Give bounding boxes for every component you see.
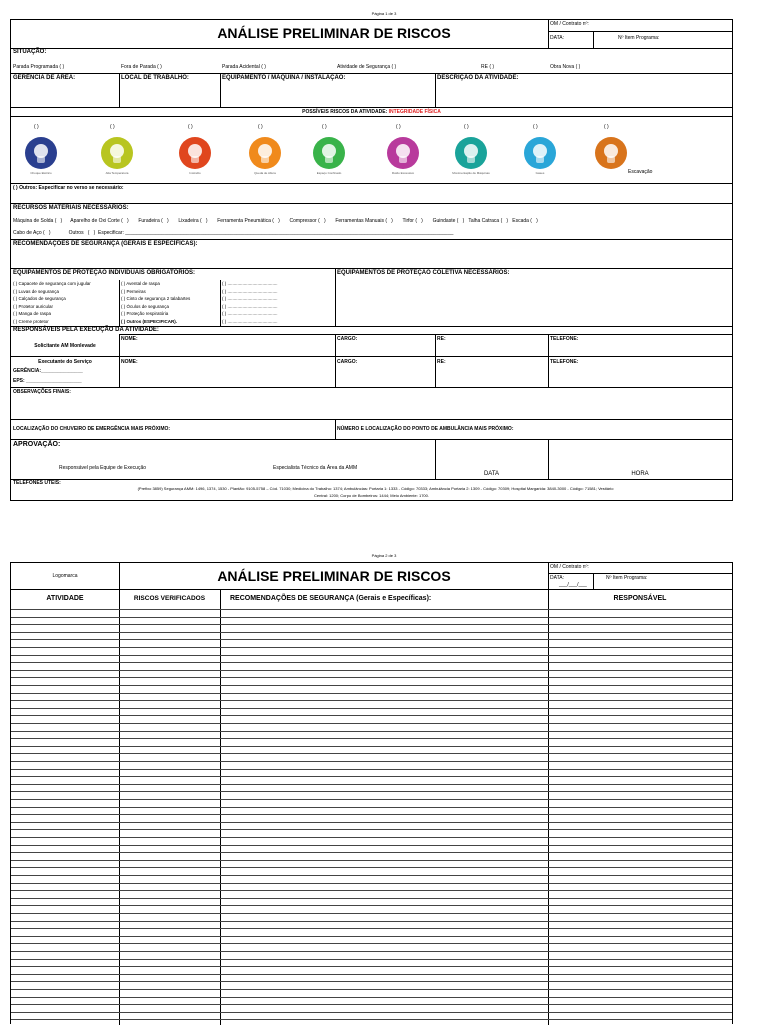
om-contrato-label: OM / Contrato nº: — [550, 21, 589, 27]
table-row[interactable] — [11, 845, 732, 846]
table-row[interactable] — [11, 799, 732, 800]
chuveiro-label: LOCALIZAÇÃO DO CHUVEIRO DE EMERGÊNCIA MAIS PRÓXIMO: — [13, 426, 171, 432]
situacao-option-1[interactable]: Parada Programada ( ) — [13, 64, 65, 70]
risk-checkbox[interactable]: ( ) — [322, 124, 327, 130]
table-row[interactable] — [11, 693, 732, 694]
hazard-icon-6 — [386, 136, 420, 170]
form-page-2 — [10, 562, 733, 1024]
situacao-option-3[interactable]: Parada Acidental ( ) — [222, 64, 266, 70]
observacoes-label: OBSERVAÇÕES FINAIS: — [13, 389, 71, 395]
table-row[interactable] — [11, 898, 732, 899]
table-row[interactable] — [11, 875, 732, 876]
data-label: DATA: — [550, 35, 564, 41]
hazard-icon-3 — [178, 136, 212, 170]
table-row[interactable] — [11, 731, 732, 732]
logomarca-placeholder: Logomarca — [52, 573, 78, 579]
table-row[interactable] — [11, 928, 732, 929]
hazard-icon-label: Ruído Excessivo — [391, 171, 415, 175]
recursos-line-2[interactable]: Cabo de Aço ( ) Outros ( ) Especificar: ______________________________________________________________________________________________________________________ — [13, 230, 454, 236]
hazard-icon-1 — [24, 136, 58, 170]
risk-checkbox[interactable]: ( ) — [604, 124, 609, 130]
recursos-line-1[interactable]: Máquina de Solda ( ) Aparelho de Oxi Corte ( ) Furadeira ( ) Lixadeira ( ) Ferramenta Pneumática ( ) Compressor ( ) Ferramentas Manuais ( ) Tirfor ( ) Guindaste ( ) Talha Catraca ( ) Escada ( ) — [13, 218, 538, 224]
executante-nome[interactable]: NOME: — [121, 359, 138, 365]
table-row[interactable] — [11, 913, 732, 914]
gerencia-field[interactable]: GERÊNCIA:_______________ — [13, 368, 83, 374]
situacao-option-5[interactable]: RE ( ) — [481, 64, 495, 70]
table-row[interactable] — [11, 700, 732, 701]
situacao-option-4[interactable]: Atividade de Segurança ( ) — [337, 64, 397, 70]
recursos-label: RECURSOS MATERIAIS NECESSÁRIOS: — [13, 205, 129, 211]
data-value-2[interactable]: ___/___/___ — [559, 582, 587, 588]
table-row[interactable] — [11, 632, 732, 633]
executante-telefone[interactable]: TELEFONE: — [550, 359, 579, 365]
table-row[interactable] — [11, 852, 732, 853]
col-riscos: RISCOS VERIFICADOS — [133, 595, 206, 602]
hazard-icon-label: Choque Elétrico — [30, 171, 52, 175]
recomendacoes-label: RECOMENDAÇÕES DE SEGURANÇA (GERAIS E ESPECÍFICAS): — [13, 241, 198, 247]
especialista-label: Especialista Técnico da Área da AMM — [273, 465, 358, 471]
risk-checkbox[interactable]: ( ) — [396, 124, 401, 130]
table-row[interactable] — [11, 837, 732, 838]
epi-option[interactable]: ( ) ........................................ — [222, 318, 278, 324]
situacao-option-2[interactable]: Fora de Parada ( ) — [121, 64, 162, 70]
table-row[interactable] — [11, 662, 732, 663]
table-row[interactable] — [11, 829, 732, 830]
table-row[interactable] — [11, 974, 732, 975]
table-row[interactable] — [11, 814, 732, 815]
epi-option[interactable]: ( ) Manga de raspa — [13, 311, 52, 316]
epi-option[interactable]: ( ) Perneiras — [121, 288, 146, 294]
col-responsavel: RESPONSÁVEL — [613, 595, 667, 602]
table-row[interactable] — [11, 966, 732, 967]
epi-option[interactable]: ( ) Calçados de segurança — [13, 296, 66, 301]
table-row[interactable] — [11, 715, 732, 716]
table-row[interactable] — [11, 753, 732, 754]
risk-checkbox[interactable]: ( ) — [533, 124, 538, 130]
table-row[interactable] — [11, 867, 732, 868]
telefones-line-1: (Prefixo 3859) Segurança AMM: 1496, 1374, 1530 - Plantão: 9105-5758 – Cód. 71030; Medicina do Trabalho: 1374; Ambulâncias: Portaria 1: 1333 - Código: 70333; Ambulância Portaria 2: 1309 - Código: 70309; Hospital Margarida: 3840-3000 - Código: 71581; Vestiário — [137, 486, 614, 491]
table-row[interactable] — [11, 883, 732, 884]
hazard-icon-label: Queda de Altura — [254, 171, 276, 175]
table-row[interactable] — [11, 677, 732, 678]
table-row[interactable] — [11, 951, 732, 952]
table-row[interactable] — [11, 784, 732, 785]
page-title-2: ANÁLISE PRELIMINAR DE RISCOS — [217, 568, 451, 584]
risk-checkbox[interactable]: ( ) — [258, 124, 263, 130]
responsaveis-label: RESPONSÁVEIS PELA EXECUÇÃO DA ATIVIDADE: — [13, 327, 159, 333]
table-row[interactable] — [11, 921, 732, 922]
table-row[interactable] — [11, 609, 732, 610]
table-row[interactable] — [11, 655, 732, 656]
table-row[interactable] — [11, 905, 732, 906]
eps-field[interactable]: EPS: ____________________ — [13, 378, 82, 384]
hazard-icon-2 — [100, 136, 134, 170]
table-row[interactable] — [11, 860, 732, 861]
data-column-label: DATA — [483, 471, 500, 477]
form-page-1 — [10, 19, 733, 501]
data-label-2: DATA: — [550, 575, 564, 581]
riscos-heading: POSSÍVEIS RISCOS DA ATIVIDADE: INTEGRIDADE FÍSICA — [302, 109, 441, 115]
solicitante-telefone[interactable]: TELEFONE: — [550, 336, 579, 342]
situacao-option-6[interactable]: Obra Nova ( ) — [550, 64, 581, 70]
telefones-line-2: Central: 1200; Corpo de Bombeiros: 1444; Meio Ambiente: 1700. — [314, 493, 429, 498]
local-trabalho-label: LOCAL DE TRABALHO: — [121, 75, 189, 81]
excavacao-label: Escavação — [628, 169, 653, 175]
table-row[interactable] — [11, 708, 732, 709]
page-number-2: Página 2 de 3 — [371, 553, 397, 558]
responsavel-execucao-label: Responsável pela Equipe de Execução — [59, 465, 147, 471]
epi-option[interactable]: ( ) ........................................ — [222, 303, 278, 309]
table-row[interactable] — [11, 822, 732, 823]
risk-checkbox[interactable]: ( ) — [110, 124, 115, 130]
equipamento-label: EQUIPAMENTO / MÁQUINA / INSTALAÇÃO: — [222, 75, 346, 81]
hazard-icon-4 — [248, 136, 282, 170]
col-atividade: ATIVIDADE — [46, 595, 84, 602]
outros-riscos[interactable]: ( ) Outros: Especificar no verso se necessário: — [13, 185, 124, 191]
executante-re[interactable]: RE: — [437, 359, 446, 365]
table-row[interactable] — [11, 624, 732, 625]
epi-option[interactable]: ( ) Creme protetor — [13, 318, 49, 324]
hazard-icon-8 — [523, 136, 557, 170]
risk-checkbox[interactable]: ( ) — [34, 124, 39, 130]
table-row[interactable] — [11, 685, 732, 686]
telefones-label: TELEFONES ÚTEIS: — [13, 480, 61, 486]
table-row[interactable] — [11, 807, 732, 808]
table-row[interactable] — [11, 959, 732, 960]
table-row[interactable] — [11, 670, 732, 671]
om-contrato-label-2: OM / Contrato nº: — [550, 564, 589, 570]
epi-option[interactable]: ( ) ........................................ — [222, 281, 278, 286]
table-row[interactable] — [11, 1019, 732, 1020]
page-number: Página 1 de 3 — [371, 11, 397, 16]
hazard-icon-label: Alta Temperatura — [105, 171, 129, 175]
hazard-icon-5 — [312, 136, 346, 170]
hazard-icon-label: Espaço Confinado — [316, 171, 342, 175]
table-row[interactable] — [11, 746, 732, 747]
epi-option[interactable]: ( ) ........................................ — [222, 288, 278, 294]
hazard-icon-label: Gases — [535, 171, 545, 175]
table-row[interactable] — [11, 639, 732, 640]
table-row[interactable] — [11, 776, 732, 777]
hora-column-label: HORA — [631, 471, 649, 477]
epc-label: EQUIPAMENTOS DE PROTEÇÃO COLETIVA NECESSÁRIOS: — [337, 270, 510, 276]
table-row[interactable] — [11, 981, 732, 982]
epi-option[interactable]: ( ) Protetor auricular — [13, 303, 54, 309]
item-programa-label: Nº Item Programa: — [618, 35, 660, 41]
epi-option[interactable]: ( ) Proteção respiratória — [121, 311, 169, 316]
table-row[interactable] — [11, 769, 732, 770]
table-row[interactable] — [11, 997, 732, 998]
item-programa-label-2: Nº Item Programa: — [606, 575, 648, 581]
table-row[interactable] — [11, 761, 732, 762]
hazard-icon-7 — [454, 136, 488, 170]
table-row[interactable] — [11, 723, 732, 724]
epi-label: EQUIPAMENTOS DE PROTEÇÃO INDIVIDUAIS OBRIGATÓRIOS: — [13, 270, 196, 276]
epi-option[interactable]: ( ) ........................................ — [222, 296, 278, 301]
solicitante-cargo[interactable]: CARGO: — [337, 336, 358, 342]
solicitante-label: Solicitante AM Monlevade — [34, 343, 96, 349]
epi-option[interactable]: ( ) Capacete de segurança com jugular — [13, 281, 91, 286]
hazard-icon-label: Movimentação de Máquinas — [452, 171, 490, 175]
executante-label: Executante do Serviço — [38, 359, 92, 365]
table-row[interactable] — [11, 943, 732, 944]
executante-cargo[interactable]: CARGO: — [337, 359, 358, 365]
epi-option[interactable]: ( ) Avental de raspa — [121, 281, 160, 286]
hazard-icon-label: Incêndio — [189, 171, 201, 175]
epi-option[interactable]: ( ) Luvas de segurança — [13, 288, 60, 294]
table-row[interactable] — [11, 647, 732, 648]
ambulancia-label: NÚMERO E LOCALIZAÇÃO DO PONTO DE AMBULÂNCIA MAIS PRÓXIMO: — [337, 426, 514, 432]
risk-checkbox[interactable]: ( ) — [464, 124, 469, 130]
aprovacao-label: APROVAÇÃO: — [13, 441, 61, 448]
descricao-atividade-label: DESCRIÇÃO DA ATIVIDADE: — [437, 75, 519, 81]
solicitante-nome[interactable]: NOME: — [121, 336, 138, 342]
gerencia-area-label: GERÊNCIA DE ÁREA: — [13, 75, 76, 81]
page-title: ANÁLISE PRELIMINAR DE RISCOS — [217, 25, 451, 41]
hazard-icon-9 — [594, 136, 628, 170]
table-row[interactable] — [11, 738, 732, 739]
risk-checkbox[interactable]: ( ) — [188, 124, 193, 130]
table-row[interactable] — [11, 791, 732, 792]
table-row[interactable] — [11, 989, 732, 990]
solicitante-re[interactable]: RE: — [437, 336, 446, 342]
table-row[interactable] — [11, 890, 732, 891]
table-row[interactable] — [11, 936, 732, 937]
col-recomendacoes: RECOMENDAÇÕES DE SEGURANÇA (Gerais e Específicas): — [230, 595, 432, 602]
epi-option[interactable]: ( ) Óculos de segurança — [121, 303, 170, 309]
situacao-label: SITUAÇÃO: — [13, 49, 47, 55]
table-row[interactable] — [11, 617, 732, 618]
table-row[interactable] — [11, 1004, 732, 1005]
epi-option[interactable]: ( ) ........................................ — [222, 311, 278, 316]
epi-option[interactable]: ( ) Outros (ESPECIFICAR). — [121, 318, 177, 324]
table-row[interactable] — [11, 1012, 732, 1013]
epi-option[interactable]: ( ) Cinto de segurança 2 talabartes — [121, 296, 191, 301]
